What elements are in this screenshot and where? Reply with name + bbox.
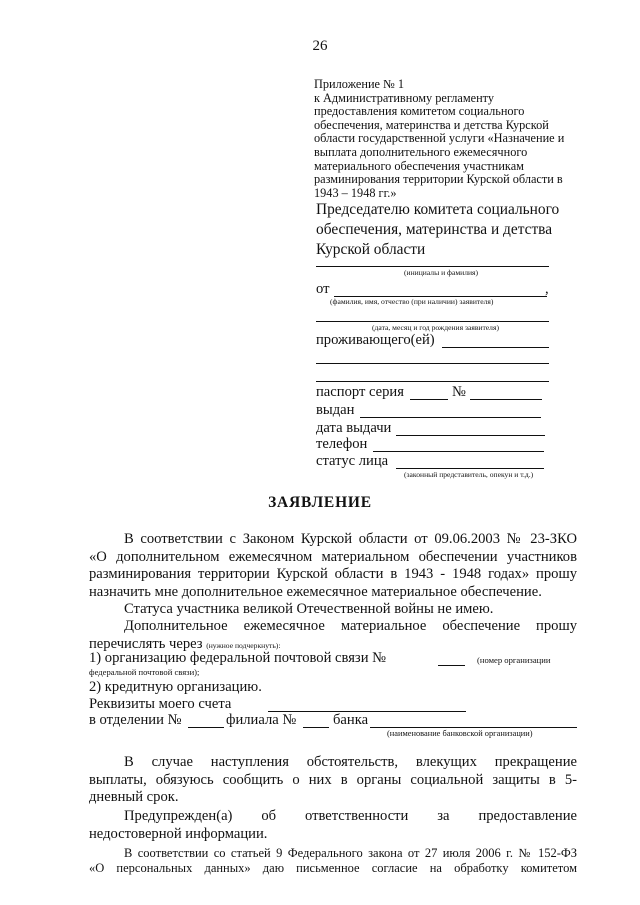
addressee — [316, 200, 559, 260]
addressee-line: обеспечения, материнства и детства — [316, 221, 553, 238]
appendix-line: материального обеспечения участникам — [314, 158, 524, 173]
appendix-line: разминирования территории Курской области в — [314, 172, 563, 187]
passport-no-label: № — [452, 384, 466, 400]
addressee-line: Председателю комитета социального — [316, 201, 560, 218]
issued-field[interactable] — [360, 417, 541, 418]
word: за — [437, 808, 450, 824]
word: ответственности — [304, 808, 409, 824]
hint-initials: (инициалы и фамилия) — [404, 268, 479, 277]
appendix-line: 1943 – 1948 гг.» — [314, 185, 397, 200]
text-line: выплаты, обязуюсь сообщить о них в органы социальной защиты в 5- — [89, 771, 577, 788]
word: предоставление — [478, 808, 577, 824]
branch-label: филиала № — [226, 712, 297, 728]
transfer-via: перечислять через — [89, 635, 203, 652]
phone-field[interactable] — [373, 451, 544, 452]
word: об — [261, 808, 277, 824]
paragraph-transfer — [89, 618, 577, 654]
address-line-3[interactable] — [316, 381, 549, 382]
issue-date-field[interactable] — [396, 435, 545, 436]
paragraph-status: Статуса участника великой Отечественной войны не имею. — [124, 601, 494, 617]
text-line: «О дополнительном ежемесячном материальном обеспечении участников — [89, 548, 577, 565]
address-line-2[interactable] — [316, 363, 549, 364]
paragraph-consent — [89, 846, 577, 876]
hint-postal-b: федеральной почтовой связи); — [89, 667, 200, 677]
hint-postal-a: (номер организации — [477, 655, 551, 665]
status-field[interactable] — [396, 468, 544, 469]
appendix-line: области государственной услуги «Назначение и — [314, 131, 565, 146]
passport-series-field[interactable] — [410, 399, 448, 400]
text-line: В соответствии с Законом Курской области от 09.06.2003 № 23-ЗКО — [124, 531, 577, 547]
document-title: ЗАЯВЛЕНИЕ — [268, 494, 372, 511]
text-line: дневный срок. — [89, 789, 179, 805]
bank-field[interactable] — [370, 727, 577, 728]
account-label: Реквизиты моего счета — [89, 696, 232, 712]
text-line: В случае наступления обстоятельств, влекущих прекращение — [124, 754, 577, 770]
postal-number-field[interactable] — [438, 665, 465, 666]
hint-underline: (нужное подчеркнуть): — [206, 640, 281, 650]
paragraph-notify — [89, 754, 577, 807]
appendix-line: к Административному регламенту — [314, 90, 495, 105]
appendix-line: Приложение № 1 — [314, 77, 405, 91]
appendix-line: предоставления комитетом социального — [314, 104, 525, 119]
dept-field[interactable] — [188, 727, 224, 728]
appendix-line: выплата дополнительного ежемесячного — [314, 144, 528, 159]
paragraph-law — [89, 531, 577, 601]
hint-birthdate: (дата, месяц и год рождения заявителя) — [372, 323, 499, 332]
appendix-note — [314, 78, 564, 200]
text-line: В соответствии со статьей 9 Федерального закона от 27 июля 2006 г. № 152-ФЗ — [124, 846, 577, 860]
appendix-line: обеспечения, материнства и детства Курской — [314, 117, 549, 132]
word: Предупрежден(а) — [124, 808, 233, 824]
phone-label: телефон — [316, 436, 368, 452]
from-comma: , — [545, 281, 549, 297]
initials-field-line[interactable] — [316, 266, 549, 267]
hint-status: (законный представитель, опекун и т.д.) — [404, 470, 534, 479]
text-line: разминирования территории Курской области в 1943 - 1948 годах» прошу — [89, 566, 577, 582]
text-line: недостоверной информации. — [89, 825, 268, 842]
paragraph-warned — [89, 808, 577, 843]
residing-field-line[interactable] — [442, 347, 549, 348]
option-postal[interactable]: 1) организацию федеральной почтовой связи № — [89, 650, 387, 666]
option-credit[interactable]: 2) кредитную организацию. — [89, 679, 262, 695]
text-line — [89, 808, 577, 826]
text-line: Дополнительное ежемесячное материальное обеспечение прошу — [124, 618, 577, 634]
page-number: 26 — [312, 38, 328, 54]
issued-label: выдан — [316, 402, 355, 418]
text-line: «О персональных данных» даю письменное согласие на обработку комитетом — [89, 861, 577, 875]
dept-label: в отделении № — [89, 712, 182, 728]
addressee-line: Курской области — [316, 241, 426, 258]
issue-date-label: дата выдачи — [316, 420, 392, 436]
from-label: от — [316, 281, 330, 297]
hint-fio: (фамилия, имя, отчество (при наличии) заявителя) — [330, 297, 494, 306]
hint-bank: (наименование банковской организации) — [387, 729, 533, 738]
branch-field[interactable] — [303, 727, 329, 728]
text-line: назначить мне дополнительное ежемесячное материальное обеспечение. — [89, 583, 542, 600]
passport-series-label: паспорт серия — [316, 384, 404, 400]
birthdate-field-line[interactable] — [316, 321, 549, 322]
status-label: статус лица — [316, 453, 389, 469]
residing-label: проживающего(ей) — [316, 332, 435, 348]
passport-number-field[interactable] — [470, 399, 542, 400]
bank-label: банка — [333, 712, 369, 728]
